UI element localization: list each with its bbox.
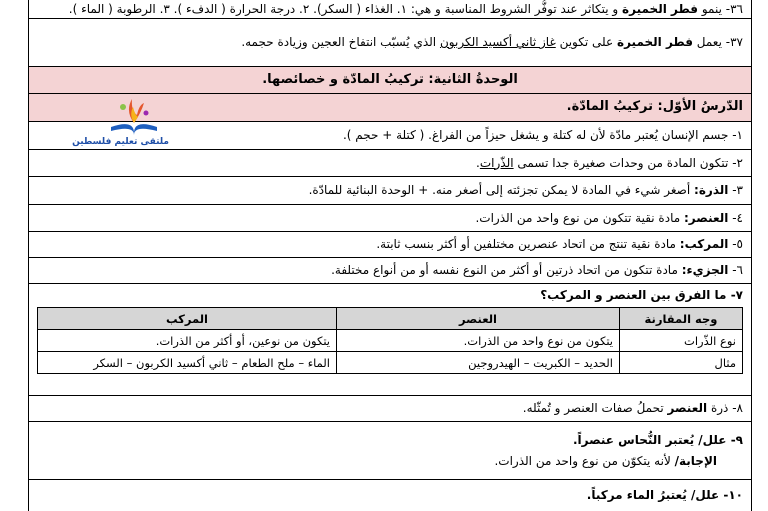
- lesson-title: الدّرسُ الأوّل: تركيبُ المادّة.: [29, 94, 751, 122]
- table-cell: يتكون من نوعين، أو أكثر من الذرات.: [38, 330, 337, 352]
- table-header: المركب: [38, 308, 337, 330]
- table-row: [38, 352, 743, 374]
- table-cell: نوع الذّرات: [620, 330, 743, 352]
- item-6: ٦- الجزيء: مادة تتكون من اتحاد ذرتين أو أكثر من النوع نفسه أو من أنواع مختلفة.: [29, 258, 751, 284]
- item-37: ٣٧- يعمل فطر الخميرة على تكوين غاز ثاني أكسيد الكربون الذي يُسبّب انتفاخ العجين وزيادة حجمه.: [29, 19, 751, 67]
- item-1: ١- جسم الإنسان يُعتبر مادّة لأن له كتلة و يشغل حيزاً من الفراغ. ( كتلة + حجم ).: [29, 122, 751, 150]
- comparison-table: [37, 307, 743, 374]
- item-number: ٤-: [732, 210, 743, 225]
- item-7: ٧- ما الفرق بين العنصر و المركب؟: [29, 284, 751, 396]
- item-4: ٤- العنصر: مادة نقية تتكون من نوع واحد من الذرات.: [29, 205, 751, 232]
- item-number: ٧-: [730, 288, 743, 302]
- item-9: ٩- علل/ يُعتبر النُّحاس عنصراً. الإجابة/ لأنه يتكوّن من نوع واحد من الذرات.: [29, 422, 751, 480]
- atoms-term: الذّرات: [479, 155, 514, 170]
- item-3: ٣- الذرة: أصغر شيء في المادة لا يمكن تجزئته إلى أصغر منه. + الوحدة البنائية للمادّة.: [29, 177, 751, 205]
- table-cell: الماء – ملح الطعام – ثاني أكسيد الكربون – السكر: [38, 352, 337, 374]
- table-header: العنصر: [337, 308, 620, 330]
- item-10: ١٠- علل/ يُعتبرُ الماء مركباً.: [586, 488, 743, 502]
- co2-term: غاز ثاني أكسيد الكربون: [439, 35, 556, 49]
- item-number: ١٠-: [723, 488, 743, 502]
- item-number: ٩-: [730, 432, 743, 447]
- table-cell: مثال: [620, 352, 743, 374]
- answer: الإجابة/ لأنه يتكوّن من نوع واحد من الذرات.: [494, 453, 717, 468]
- item-number: ١-: [732, 128, 743, 142]
- term-label: العنصر:: [683, 210, 729, 225]
- site-logo: ملتقى تعليم فلسطين: [99, 93, 169, 147]
- item-2: ٢- تتكون المادة من وحدات صغيرة جدا تسمى الذّرات.: [29, 150, 751, 177]
- yeast-term: فطر الخميرة: [622, 1, 698, 16]
- table-header-row: [38, 308, 743, 330]
- term-label: المركب:: [679, 237, 729, 251]
- answer-label: الإجابة/: [674, 453, 717, 468]
- item-number: ٦-: [732, 263, 743, 277]
- item-number: ٣-: [732, 183, 743, 197]
- term-label: الجزيء:: [681, 263, 729, 277]
- unit-title: الوحدةُ الثانية: تركيبُ المادّة و خصائصها.: [29, 67, 751, 94]
- item-8: ٨- ذرة العنصر تحملُ صفات العنصر و تُمثّله.: [29, 396, 751, 422]
- item-number: ٣٧-: [725, 35, 743, 49]
- book-flame-icon: [99, 93, 169, 135]
- item-number: ٨-: [732, 401, 743, 415]
- table-row: [38, 330, 743, 352]
- item-number: ٢-: [732, 155, 743, 170]
- table-cell: يتكون من نوع واحد من الذرات.: [337, 330, 620, 352]
- item-number: ٣٦-: [725, 1, 743, 16]
- worksheet: [28, 0, 752, 511]
- term-label: الذرة:: [694, 183, 729, 197]
- table-cell: الحديد – الكبريت – الهيدروجين: [337, 352, 620, 374]
- table-header: وجه المقارنة: [620, 308, 743, 330]
- item-number: ٥-: [732, 237, 743, 251]
- item-36: ٣٦- ينمو فطر الخميرة و يتكاثر عند توفُّر الشروط المناسبة و هي: ١. الغذاء ( السكر). ٢. درجة الحرارة ( الدفء ). ٣. الرطوبة ( الماء ).: [29, 0, 751, 19]
- item-5: ٥- المركب: مادة نقية تنتج من اتحاد عنصرين مختلفين أو أكثر بنسب ثابتة.: [29, 232, 751, 258]
- yeast-term: فطر الخميرة: [617, 35, 693, 49]
